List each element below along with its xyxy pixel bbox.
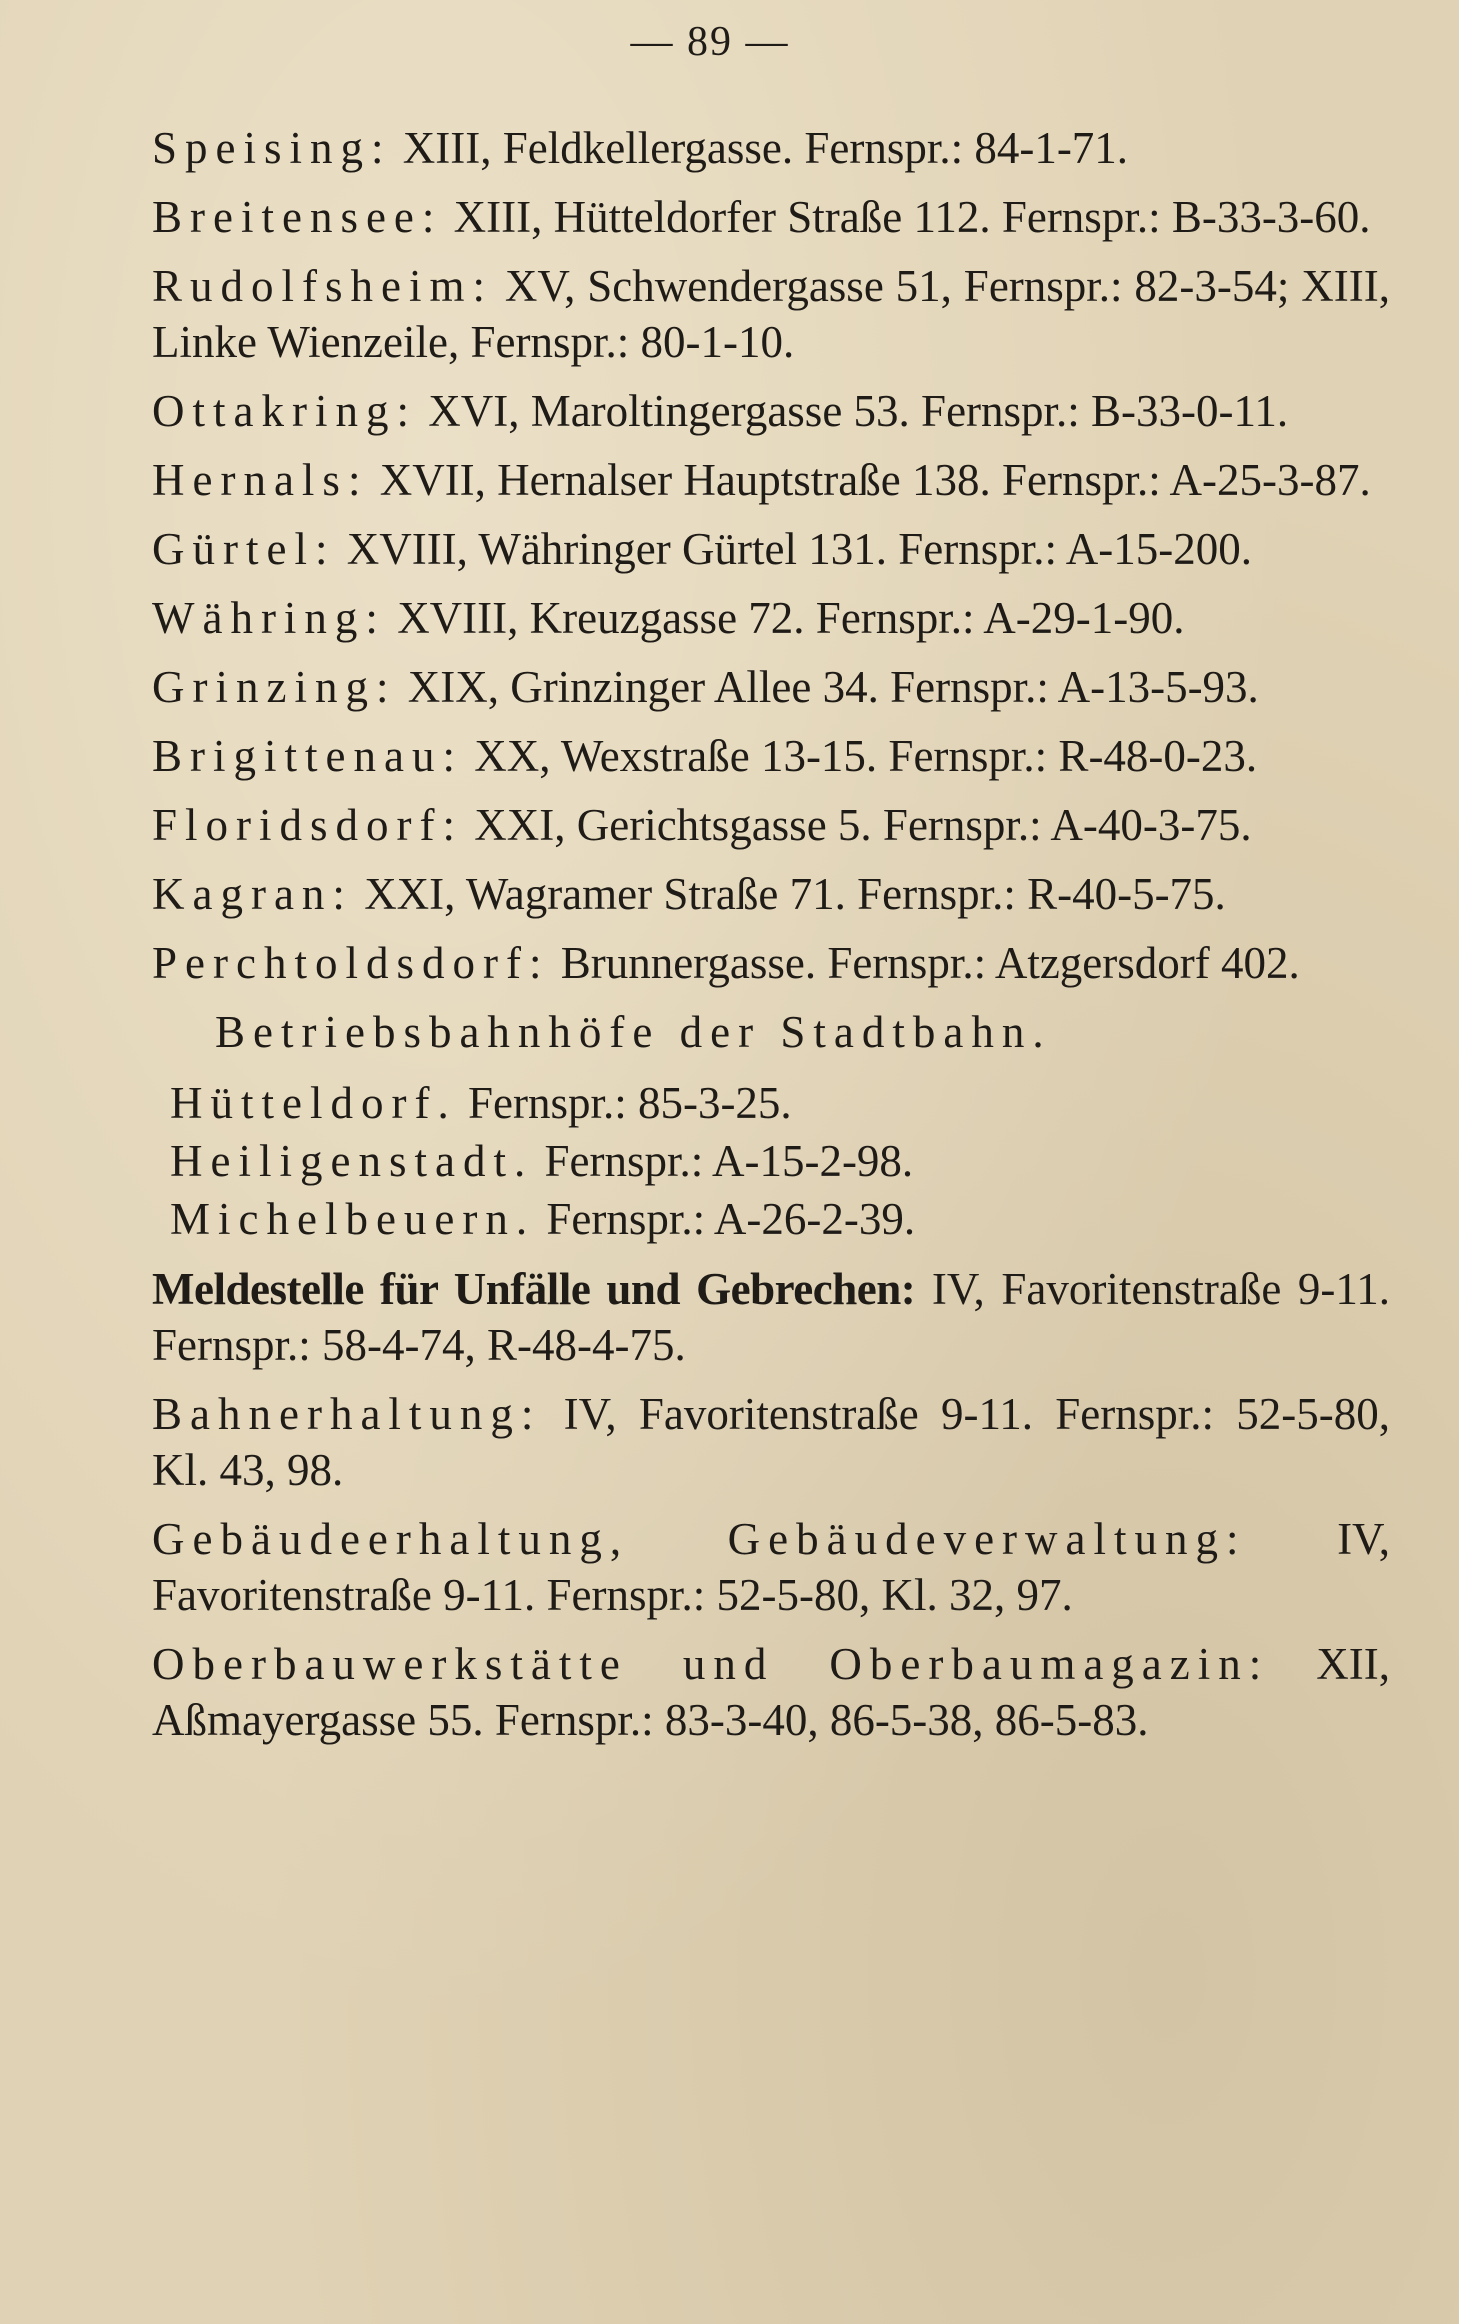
entry-text: XXI, Wagramer Straße 71. Fernspr.: R-40-5-75. <box>352 869 1226 919</box>
entry-name: Währing: <box>152 593 386 643</box>
entry-name: Speising: <box>152 123 392 173</box>
content <box>80 120 1390 1761</box>
page-number: — 89 — <box>630 19 790 65</box>
entry-name: Grinzing: <box>152 662 397 712</box>
entry-speising <box>80 120 1390 176</box>
entry-text: IV, Favoritenstraße 9-11. Fernspr.: 52-5-80, Kl. 32, 97. <box>152 1514 1390 1620</box>
entry-text: XIII, Feldkellergasse. Fernspr.: 84-1-71. <box>391 123 1129 173</box>
entry-breitensee <box>80 189 1390 245</box>
entry-name: Hernals: <box>152 455 369 505</box>
entry-name: Perchtoldsdorf: <box>152 938 550 988</box>
entry-name: Kagran: <box>152 869 353 919</box>
entry-oberbau <box>80 1636 1390 1748</box>
entry-name: Rudolfsheim: <box>152 261 493 311</box>
entry-text: XVIII, Kreuzgasse 72. Fernspr.: A-29-1-90. <box>385 593 1185 643</box>
entry-name: Gebäudeerhaltung, Gebäudeverwaltung: <box>152 1514 1247 1564</box>
entry-text: XIII, Hütteldorfer Straße 112. Fernspr.: B-33-3-60. <box>442 192 1371 242</box>
entry-text: IV, Favoritenstraße 9-11. Fernspr.: 52-5-80, Kl. 43, 98. <box>152 1389 1390 1495</box>
entry-floridsdorf <box>80 797 1390 853</box>
entry-text: XIX, Grinzinger Allee 34. Fernspr.: A-13-5-93. <box>396 662 1259 712</box>
depot-name: Hütteldorf. <box>170 1078 457 1128</box>
depot-text: Fernspr.: A-26-2-39. <box>535 1194 916 1244</box>
entry-perchtoldsdorf <box>80 935 1390 991</box>
entry-rudolfsheim <box>80 258 1390 370</box>
depot-name: Michelbeuern. <box>170 1194 536 1244</box>
entry-gebaeude <box>80 1511 1390 1623</box>
entry-name: Ottakring: <box>152 386 417 436</box>
depot-huetteldorf <box>80 1074 1390 1132</box>
entry-text: XVIII, Währinger Gürtel 131. Fernspr.: A-15-200. <box>335 524 1252 574</box>
entry-text: XVII, Hernalser Hauptstraße 138. Fernspr.: A-25-3-87. <box>368 455 1371 505</box>
entry-bahnerhaltung <box>80 1386 1390 1498</box>
entry-text: XVI, Maroltingergasse 53. Fernspr.: B-33-0-11. <box>416 386 1289 436</box>
section-heading: Betriebsbahnhöfe der Stadtbahn. <box>215 1007 1052 1057</box>
entry-name: Oberbauwerkstätte und Oberbaumagazin: <box>152 1639 1270 1689</box>
entry-text: IV, Favoritenstraße 9-11. Fernspr.: 58-4-74, R-48-4-75. <box>152 1264 1390 1370</box>
entry-kagran <box>80 866 1390 922</box>
entry-text: XII, Aßmayergasse 55. Fernspr.: 83-3-40, 86-5-38, 86-5-83. <box>152 1639 1390 1745</box>
entry-grinzing <box>80 659 1390 715</box>
entry-name: Floridsdorf: <box>152 800 464 850</box>
entry-name: Breitensee: <box>152 192 443 242</box>
entry-hernals <box>80 452 1390 508</box>
entry-text: XV, Schwendergasse 51, Fernspr.: 82-3-54; XIII, Linke Wienzeile, Fernspr.: 80-1-10. <box>152 261 1390 367</box>
entry-waehring <box>80 590 1390 646</box>
entry-brigittenau <box>80 728 1390 784</box>
entry-name: Brigittenau: <box>152 731 463 781</box>
entry-name: Gürtel: <box>152 524 336 574</box>
entry-name: Meldestelle für Unfälle und Gebrechen: <box>152 1264 916 1314</box>
depot-heiligenstadt <box>80 1132 1390 1190</box>
depot-text: Fernspr.: 85-3-25. <box>456 1078 792 1128</box>
depot-michelbeuern <box>80 1190 1390 1248</box>
entry-text: Brunnergasse. Fernspr.: Atzgersdorf 402. <box>549 938 1300 988</box>
entry-guertel <box>80 521 1390 577</box>
entry-text: XX, Wexstraße 13-15. Fernspr.: R-48-0-23. <box>462 731 1258 781</box>
depot-name: Heiligenstadt. <box>170 1136 534 1186</box>
entry-ottakring <box>80 383 1390 439</box>
entry-meldestelle <box>80 1261 1390 1373</box>
entry-text: XXI, Gerichtsgasse 5. Fernspr.: A-40-3-75. <box>463 800 1252 850</box>
depot-text: Fernspr.: A-15-2-98. <box>533 1136 914 1186</box>
entry-name: Bahnerhaltung: <box>152 1389 542 1439</box>
